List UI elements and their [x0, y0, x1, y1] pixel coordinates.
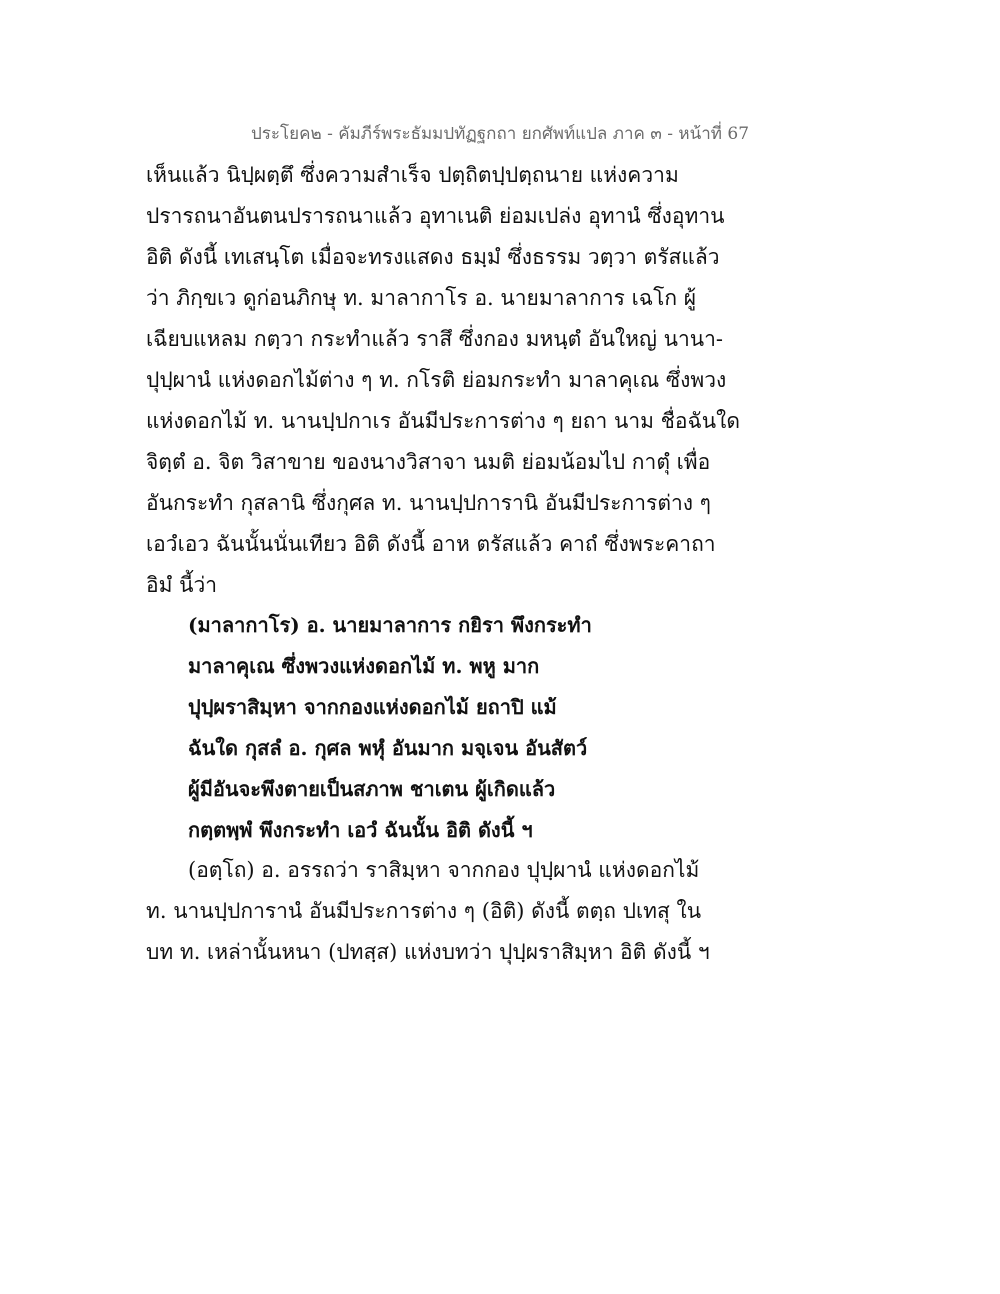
body-line: เห็นแล้ว นิปฺผตฺตึ ซึ่งความสำเร็จ ปตฺถิตปฺปตฺถนาย แห่งความ [146, 163, 679, 187]
body-line: อิมํ นี้ว่า [146, 573, 218, 597]
commentary-line: บท ท. เหล่านั้นหนา (ปทสฺส) แห่งบทว่า ปุปฺผราสิมฺหา อิติ ดังนี้ ฯ [146, 940, 710, 964]
body-line: แห่งดอกไม้ ท. นานปฺปกาเร อันมีประการต่าง ๆ ยถา นาม ชื่อฉันใด [146, 409, 741, 433]
body-line: ปรารถนาอันตนปรารถนาแล้ว อุทาเนติ ย่อมเปล่ง อุทานํ ซึ่งอุทาน [146, 204, 725, 228]
body-line: เอวํเอว ฉันนั้นนั่นเทียว อิติ ดังนี้ อาห ตรัสแล้ว คาถํ ซึ่งพระคาถา [146, 532, 716, 556]
commentary-line: (อตฺโถ) อ. อรรถว่า ราสิมฺหา จากกอง ปุปฺผานํ แห่งดอกไม้ [188, 858, 700, 882]
verse-line: ผู้มีอันจะพึงตายเป็นสภาพ ชาเตน ผู้เกิดแล้ว [188, 777, 556, 801]
page-header: ประโยค๒ - คัมภีร์พระธัมมปทัฏฐกถา ยกศัพท์แปล ภาค ๓ - หน้าที่ 67 [250, 124, 750, 144]
verse-line: กตฺตพฺพํ พึงกระทำ เอวํ ฉันนั้น อิติ ดังนี้ ฯ [188, 818, 533, 842]
verse-line: (มาลากาโร) อ. นายมาลาการ กยิรา พึงกระทำ [188, 613, 592, 637]
verse-line: มาลาคุเณ ซึ่งพวงแห่งดอกไม้ ท. พหู มาก [188, 654, 540, 678]
body-line: ว่า ภิกฺขเว ดูก่อนภิกษุ ท. มาลากาโร อ. นายมาลาการ เฉโก ผู้ [146, 286, 697, 310]
body-line: จิตฺตํ อ. จิต วิสาขาย ของนางวิสาจา นมติ ย่อมน้อมไป กาตุํ เพื่อ [146, 450, 711, 474]
body-line: อันกระทำ กุสลานิ ซึ่งกุศล ท. นานปฺปการานิ อันมีประการต่าง ๆ [146, 491, 711, 515]
body-line: อิติ ดังนี้ เทเสนฺโต เมื่อจะทรงแสดง ธมฺมํ ซึ่งธรรม วตฺวา ตรัสแล้ว [146, 245, 720, 269]
body-line: เฉียบแหลม กตฺวา กระทำแล้ว ราสึ ซึ่งกอง มหนฺตํ อันใหญ่ นานา- [146, 327, 723, 351]
verse-line: ฉันใด กุสลํ อ. กุศล พหุํ อันมาก มจฺเจน อันสัตว์ [188, 736, 588, 760]
verse-line: ปุปฺผราสิมฺหา จากกองแห่งดอกไม้ ยถาปิ แม้ [188, 695, 557, 719]
commentary-line: ท. นานปฺปการานํ อันมีประการต่าง ๆ (อิติ) ดังนี้ ตตฺถ ปเทสุ ใน [146, 899, 702, 923]
body-line: ปุปฺผานํ แห่งดอกไม้ต่าง ๆ ท. กโรติ ย่อมกระทำ มาลาคุเณ ซึ่งพวง [146, 368, 727, 392]
